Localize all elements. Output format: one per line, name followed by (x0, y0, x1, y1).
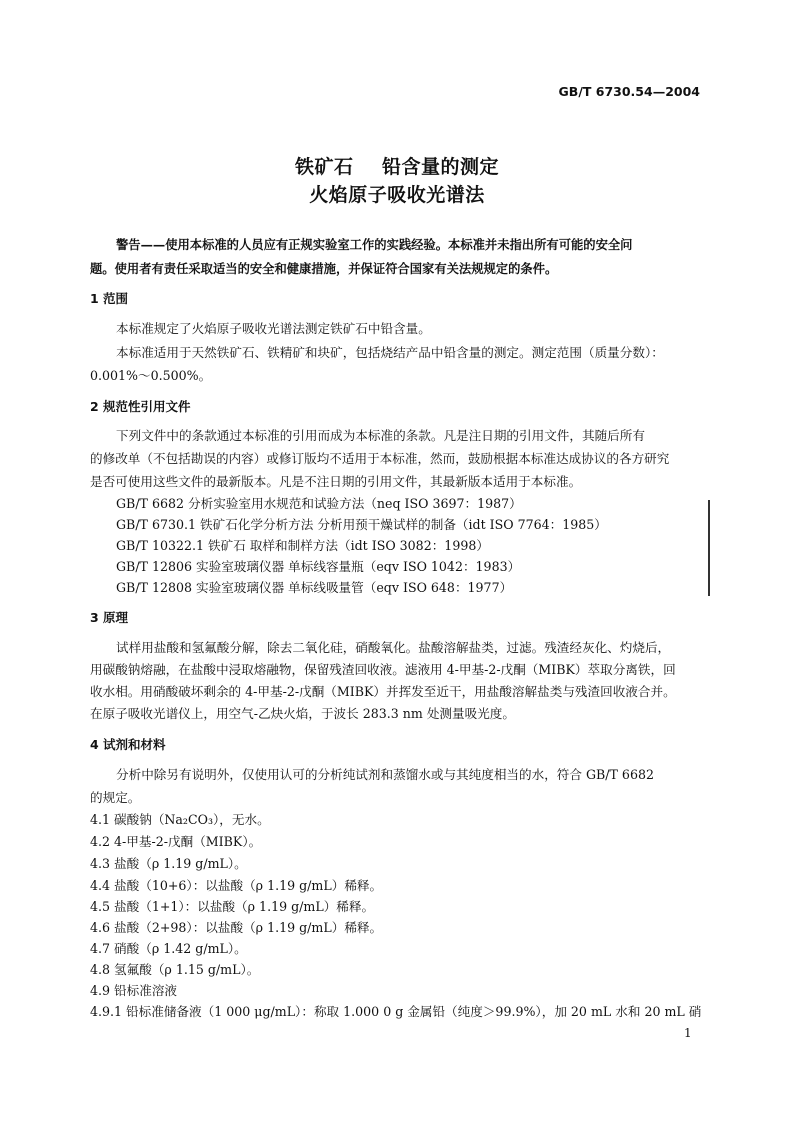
section-2-heading: 2 规范性引用文件 (90, 399, 191, 414)
reagent-item: 4.7 硝酸（ρ 1.42 g/mL）。 (90, 941, 247, 956)
section-2-para-a: 下列文件中的条款通过本标准的引用而成为本标准的条款。凡是注日期的引用文件，其随后所有 (116, 428, 645, 443)
section-3-para-b: 用碳酸钠熔融，在盐酸中浸取熔融物，保留残渣回收液。滤液用 4-甲基-2-戊酮（MIBK）萃取分离铁，回 (90, 662, 676, 677)
reagent-item: 4.2 4-甲基-2-戊酮（MIBK）。 (90, 834, 262, 849)
reagent-item: 4.9.1 铅标准储备液（1 000 μg/mL）：称取 1.000 0 g 金属铅（纯度＞99.9%），加 20 mL 水和 20 mL 硝 (90, 1004, 702, 1019)
page-number: 1 (684, 1026, 692, 1040)
section-1-heading: 1 范围 (90, 291, 129, 306)
warning-line-1: 警告——使用本标准的人员应有正规实验室工作的实践经验。本标准并未指出所有可能的安全问 (116, 238, 633, 252)
reagent-item: 4.5 盐酸（1+1）：以盐酸（ρ 1.19 g/mL）稀释。 (90, 899, 375, 914)
title-line-1: 铁矿石 铅含量的测定 (295, 156, 499, 178)
section-1-para-1: 本标准规定了火焰原子吸收光谱法测定铁矿石中铅含量。 (116, 321, 431, 336)
reference-item: GB/T 6730.1 铁矿石化学分析方法 分析用预干燥试样的制备（idt ISO 7764：1985） (116, 517, 607, 532)
section-4-para-a: 分析中除另有说明外，仅使用认可的分析纯试剂和蒸馏水或与其纯度相当的水，符合 GB/T 6682 (116, 767, 654, 782)
section-1-para-2b: 0.001%～0.500%。 (90, 368, 212, 383)
title-line-2: 火焰原子吸收光谱法 (309, 184, 485, 206)
reagent-item: 4.6 盐酸（2+98）：以盐酸（ρ 1.19 g/mL）稀释。 (90, 920, 383, 935)
section-4-para-b: 的规定。 (90, 790, 141, 805)
section-3-para-c: 收水相。用硝酸破坏剩余的 4-甲基-2-戊酮（MIBK）并挥发至近干，用盐酸溶解盐类与残渣回收液合并。 (90, 684, 676, 699)
section-2-para-b: 的修改单（不包括勘误的内容）或修订版均不适用于本标准，然而，鼓励根据本标准达成协议的各方研究 (90, 451, 670, 466)
reagent-item: 4.4 盐酸（10+6）：以盐酸（ρ 1.19 g/mL）稀释。 (90, 878, 383, 893)
section-1-para-2a: 本标准适用于天然铁矿石、铁精矿和块矿，包括烧结产品中铅含量的测定。测定范围（质量分数）： (116, 345, 664, 360)
section-3-heading: 3 原理 (90, 610, 129, 625)
reagent-item: 4.9 铅标准溶液 (90, 983, 178, 998)
doc-number: GB/T 6730.54—2004 (558, 84, 700, 99)
reagent-item: 4.8 氢氟酸（ρ 1.15 g/mL）。 (90, 962, 260, 977)
warning-line-2: 题。使用者有责任采取适当的安全和健康措施，并保证符合国家有关法规规定的条件。 (90, 262, 558, 276)
section-3-para-a: 试样用盐酸和氢氟酸分解，除去二氧化硅，硝酸氧化。盐酸溶解盐类，过滤。残渣经灰化、灼烧后， (116, 640, 671, 655)
reference-item: GB/T 6682 分析实验室用水规范和试验方法（neq ISO 3697：1987） (116, 496, 522, 511)
reference-item: GB/T 10322.1 铁矿石 取样和制样方法（idt ISO 3082：1998） (116, 538, 489, 553)
section-3-para-d: 在原子吸收光谱仪上，用空气-乙炔火焰，于波长 283.3 nm 处测量吸光度。 (90, 706, 515, 721)
section-2-para-c: 是否可使用这些文件的最新版本。凡是不注日期的引用文件，其最新版本适用于本标准。 (90, 474, 582, 489)
reagent-item: 4.3 盐酸（ρ 1.19 g/mL）。 (90, 856, 247, 871)
reagent-item: 4.1 碳酸钠（Na₂CO₃），无水。 (90, 812, 270, 827)
section-4-heading: 4 试剂和材料 (90, 737, 166, 752)
reference-item: GB/T 12806 实验室玻璃仪器 单标线容量瓶（eqv ISO 1042：1983） (116, 559, 521, 574)
change-bar (708, 500, 710, 596)
reference-item: GB/T 12808 实验室玻璃仪器 单标线吸量管（eqv ISO 648：1977） (116, 580, 513, 595)
